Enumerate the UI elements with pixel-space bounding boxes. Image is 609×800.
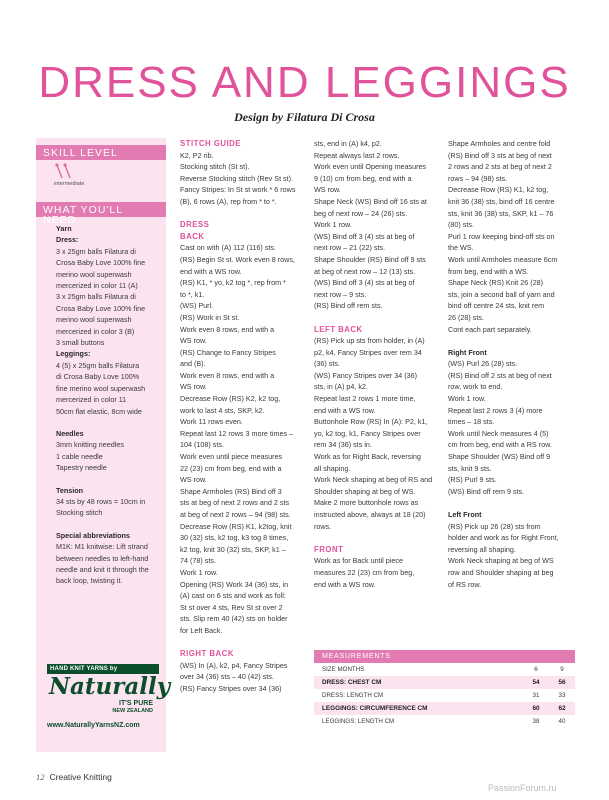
- text-line: (WS) Bind off 3 (4) sts at beg of: [314, 231, 415, 241]
- watermark: PassionForum.ru: [488, 783, 557, 793]
- text-line: Shape Shoulder (RS) Bind off 9 sts: [314, 254, 426, 264]
- naturally-yarns-ad[interactable]: [47, 664, 171, 746]
- text-line: (80) sts.: [448, 220, 474, 230]
- text-line: at beg of next 2 rows – 94 (98) sts.: [180, 510, 291, 519]
- measurement-value-small: 54: [532, 679, 540, 686]
- left-back-heading: LEFT BACK: [314, 324, 363, 334]
- left-back-instructions: [314, 335, 442, 532]
- measurements-table: [314, 650, 575, 728]
- text-line: mercerized in color 11 (A): [56, 281, 138, 291]
- text-line: Tapestry needle: [56, 463, 107, 473]
- text-line: Shape Neck (WS) Bind off 16 sts at: [314, 196, 427, 206]
- measurement-label: LEGGINGS: CIRCUMFERENCE CM: [322, 705, 428, 712]
- text-line: (WS) Fancy Stripes over 34 (36): [314, 370, 418, 380]
- knitting-needles-icon: [54, 163, 74, 179]
- text-line: Work even 8 rows, end with a: [180, 324, 275, 334]
- text-line: Work until Armholes measure 6cm: [448, 254, 558, 264]
- skill-level-box: [36, 160, 166, 202]
- text-line: sts, end in (A) k4, p2.: [314, 139, 382, 148]
- dress-yarn-label: Dress:: [56, 235, 79, 245]
- text-line: mercerized in color 11: [56, 395, 127, 405]
- what-you-need-heading: WHAT YOU'LL NEED: [36, 202, 166, 217]
- text-line: Stocking stitch (St st).: [180, 162, 250, 172]
- text-line: rem 34 (36) sts in.: [314, 440, 372, 450]
- text-line: (A) cast on 6 sts and work as foll:: [180, 591, 286, 601]
- text-line: Shape Armholes and centre fold: [448, 139, 551, 148]
- text-line: Shape Armholes (RS) Bind off 3: [180, 486, 282, 496]
- text-line: 104 (108) sts.: [180, 440, 224, 450]
- front-continued: [448, 138, 574, 335]
- text-line: sts. Slip rem 40 (42) sts on holder: [180, 614, 288, 624]
- text-line: (WS) In (A), k2, p4, Fancy Stripes: [180, 660, 288, 670]
- measurement-row: [314, 715, 575, 728]
- text-line: Make 2 more buttonhole rows as: [314, 498, 419, 508]
- text-line: 3 x 25gm balls Filatura di: [56, 292, 136, 302]
- text-line: St st over 4 sts, Rev St st over 2: [180, 602, 283, 612]
- text-line: sts, in (A) p4, k2.: [314, 382, 368, 392]
- measurement-value-small: 38: [532, 718, 540, 725]
- text-line: from beg, end with a WS.: [448, 266, 529, 276]
- text-line: (RS) Bind off 3 sts at beg of next: [448, 150, 552, 160]
- text-line: k2 tog, knit 30 (32) sts, SKP, k1 –: [180, 544, 286, 554]
- ad-website-link[interactable]: www.NaturallyYarnsNZ.com: [47, 722, 140, 729]
- ad-tagline-2: NEW ZEALAND: [112, 708, 153, 714]
- text-line: WS row.: [180, 382, 207, 392]
- text-line: Stocking stitch: [56, 508, 103, 518]
- abbreviations-text: [56, 541, 160, 587]
- text-line: next row – 21 (22) sts.: [314, 243, 386, 253]
- text-line: (WS) Purl 26 (28) sts.: [448, 359, 518, 369]
- text-line: beg of next row – 24 (26) sts.: [314, 208, 408, 218]
- text-line: cm from beg, end with a RS row.: [448, 440, 552, 450]
- right-front-heading: Right Front: [448, 347, 487, 357]
- text-line: end with a WS row.: [314, 405, 376, 415]
- right-back-continued: [314, 138, 442, 312]
- back-instructions: [180, 242, 308, 636]
- tension-text: [56, 496, 160, 519]
- text-line: Work Neck shaping at beg of WS: [448, 556, 554, 566]
- text-line: 4 (5) x 25gm balls Filatura: [56, 360, 140, 370]
- text-line: sts at beg of next 2 rows and 2 sts: [180, 498, 290, 508]
- needles-list: [56, 439, 160, 473]
- text-line: Purl 1 row keeping bind-off sts on: [448, 231, 555, 241]
- yarn-label: Yarn: [56, 224, 72, 233]
- text-line: Work as for Right Back, reversing: [314, 452, 421, 462]
- text-line: Cast on with (A) 112 (116) sts.: [180, 243, 277, 253]
- text-line: next row – 9 sts.: [314, 289, 367, 299]
- text-line: Shape Neck (RS) Knit 26 (28): [448, 278, 544, 288]
- text-line: Work 11 rows even.: [180, 417, 243, 427]
- text-line: 50cm flat elastic, 8cm wide: [56, 406, 142, 416]
- text-line: Work until Neck measures 4 (5): [448, 428, 549, 438]
- measurement-row: [314, 676, 575, 689]
- text-line: holder and work as for Right Front,: [448, 533, 559, 543]
- text-line: K2, P2 rib.: [180, 150, 214, 160]
- text-line: (RS) Bind off 2 sts at beg of next: [448, 370, 552, 380]
- text-line: Work even until Opening measures: [314, 162, 427, 172]
- text-line: WS row.: [180, 336, 207, 346]
- right-front-instructions: [448, 358, 574, 497]
- text-line: 1 cable needle: [56, 451, 103, 461]
- text-line: instructed above, always at 18 (20): [314, 510, 426, 519]
- back-heading: BACK: [180, 231, 205, 241]
- text-line: Work Neck shaping at beg of RS and: [314, 475, 433, 485]
- text-line: 3mm knitting needles: [56, 440, 124, 450]
- skill-level-label: intermediate: [54, 181, 85, 187]
- needles-label: Needles: [56, 428, 84, 438]
- abbreviations-label: Special abbreviations: [56, 530, 130, 540]
- text-line: Work 1 row.: [314, 220, 352, 230]
- measurement-value-large: 56: [558, 679, 566, 686]
- text-line: Repeat last 2 rows 3 (4) more: [448, 405, 543, 415]
- text-line: (36) sts.: [314, 359, 340, 369]
- measurement-value-large: 40: [558, 718, 566, 725]
- front-instructions: [314, 555, 442, 590]
- text-line: WS row.: [314, 185, 341, 195]
- text-line: 30 (32) sts, k2 tog, k3 tog 8 times,: [180, 533, 289, 543]
- leggings-yarn-list: [56, 360, 160, 417]
- text-line: yo, k2 tog, k1, Fancy Stripes over: [314, 428, 421, 438]
- text-line: Shoulder shaping at beg of WS.: [314, 486, 416, 496]
- text-line: rows.: [314, 521, 332, 531]
- text-line: between needles to left-hand: [56, 553, 149, 563]
- text-line: (RS) K1, * yo, k2 tog *, rep from *: [180, 278, 286, 288]
- text-line: (RS) Bind off rem sts.: [314, 301, 383, 311]
- text-line: 2 rows and 2 sts at beg of next 2: [448, 162, 552, 172]
- text-line: 3 small buttons: [56, 338, 105, 348]
- text-line: row and Shoulder shaping at beg: [448, 567, 554, 577]
- text-line: Shape Shoulder (WS) Bind off 9: [448, 452, 551, 462]
- stitch-guide-text: [180, 150, 308, 208]
- text-line: 3 x 25gm balls Filatura di: [56, 246, 136, 256]
- text-line: Cont each part separately.: [448, 324, 532, 334]
- text-line: fine merino wool superwash: [56, 383, 146, 393]
- magazine-name: Creative Knitting: [49, 772, 112, 782]
- measurement-value-large: 9: [560, 666, 564, 673]
- measurements-heading: MEASUREMENTS: [314, 650, 575, 663]
- measurement-row: [314, 689, 575, 702]
- text-line: (RS) Fancy Stripes over 34 (36): [180, 683, 282, 693]
- materials-list: [36, 217, 166, 587]
- text-line: all shaping.: [314, 463, 351, 473]
- measurement-value-small: 6: [534, 666, 538, 673]
- left-front-heading: Left Front: [448, 510, 482, 519]
- measurement-value-large: 62: [558, 705, 566, 712]
- measurement-row: [314, 663, 575, 676]
- page-number: 12: [36, 772, 45, 782]
- text-line: (WS) Purl.: [180, 301, 214, 311]
- text-line: Repeat last 12 rows 3 more times –: [180, 428, 294, 438]
- instructions-column-1: [180, 138, 308, 695]
- measurement-label: SIZE MONTHS: [322, 666, 365, 673]
- text-line: Decrease Row (RS) K1, k2tog, knit: [180, 521, 292, 531]
- text-line: Work 1 row.: [448, 394, 486, 404]
- text-line: 34 sts by 48 rows = 10cm in: [56, 496, 146, 506]
- text-line: of RS row.: [448, 579, 482, 589]
- text-line: (RS) Work in St st.: [180, 312, 240, 322]
- text-line: (RS) Purl 9 sts.: [448, 475, 497, 485]
- text-line: p2, k4, Fancy Stripes over rem 34: [314, 347, 422, 357]
- text-line: Reverse Stocking stitch (Rev St st).: [180, 173, 294, 183]
- tension-label: Tension: [56, 485, 84, 495]
- leggings-yarn-label: Leggings:: [56, 349, 91, 359]
- text-line: over 34 (36) sts – 40 (42) sts.: [180, 672, 274, 682]
- measurement-label: LEGGINGS: LENGTH CM: [322, 718, 395, 725]
- text-line: bind off centre 24 sts, knit rem: [448, 301, 545, 311]
- text-line: Work even 8 rows, end with a: [180, 370, 275, 380]
- text-line: di Crosa Baby Love 100%: [56, 372, 140, 382]
- dress-yarn-list: [56, 246, 160, 349]
- text-line: (RS) Pick up 26 (28) sts from: [448, 521, 541, 531]
- instructions-column-2: [314, 138, 442, 590]
- text-line: sts, join a second ball of yarn and: [448, 289, 555, 299]
- text-line: Buttonhole Row (RS) In (A): P2, k1,: [314, 417, 428, 427]
- measurement-value-large: 33: [558, 692, 566, 699]
- page-title: DRESS AND LEGGINGS: [38, 58, 571, 107]
- text-line: Opening (RS) Work 34 (36) sts, in: [180, 579, 289, 589]
- text-line: Work even until piece measures: [180, 452, 283, 462]
- measurement-row: [314, 702, 575, 715]
- text-line: and (B).: [180, 359, 206, 369]
- materials-sidebar: [36, 138, 171, 752]
- measurement-value-small: 31: [532, 692, 540, 699]
- text-line: work to last 4 sts, SKP, k2.: [180, 405, 265, 415]
- text-line: back loop, twisting it.: [56, 576, 123, 586]
- dress-heading: DRESS: [180, 220, 210, 230]
- page-footer: [36, 772, 112, 782]
- text-line: (RS) Change to Fancy Stripes: [180, 347, 276, 357]
- text-line: 26 (28) sts.: [448, 312, 484, 322]
- text-line: Work 1 row.: [180, 567, 218, 577]
- text-line: 22 (23) cm from beg, end with a: [180, 463, 282, 473]
- right-back-instructions: [180, 660, 308, 695]
- text-line: measures 22 (23) cm from beg,: [314, 567, 415, 577]
- text-line: reversing all shaping.: [448, 544, 516, 554]
- instructions-column-3: [448, 138, 574, 590]
- text-line: M1K: M1 knitwise: Lift strand: [56, 542, 148, 552]
- text-line: (WS) Bind off 3 (4) sts at beg of: [314, 278, 415, 288]
- text-line: rows – 94 (98) sts.: [448, 173, 508, 183]
- text-line: Crosa Baby Love 100% fine: [56, 258, 146, 268]
- text-line: merino wool superwash: [56, 315, 132, 325]
- text-line: WS row.: [180, 475, 207, 485]
- text-line: knit 36 (38) sts, bind off 16 centre: [448, 196, 555, 206]
- right-back-heading: RIGHT BACK: [180, 649, 234, 659]
- text-line: times – 18 sts.: [448, 417, 495, 427]
- text-line: Decrease Row (RS) K2, k2 tog,: [180, 394, 281, 404]
- skill-level-heading: SKILL LEVEL: [36, 145, 166, 160]
- text-line: Decrease Row (RS) K1, k2 tog,: [448, 185, 549, 195]
- text-line: to *, k1.: [180, 289, 205, 299]
- text-line: (RS) Pick up sts from holder, in (A): [314, 336, 425, 346]
- text-line: merino wool superwash: [56, 269, 132, 279]
- designer-byline: Design by Filatura Di Crosa: [234, 110, 375, 124]
- front-heading: FRONT: [314, 544, 344, 554]
- text-line: end with a WS row.: [180, 266, 242, 276]
- text-line: Crosa Baby Love 100% fine: [56, 303, 146, 313]
- text-line: Repeat last 2 rows 1 more time,: [314, 394, 416, 404]
- text-line: mercerized in color 3 (B): [56, 326, 135, 336]
- text-line: sts, knit 36 (38) sts, SKP, k1 – 76: [448, 208, 554, 218]
- text-line: the WS.: [448, 243, 474, 253]
- stitch-guide-heading: STITCH GUIDE: [180, 139, 242, 148]
- text-line: (RS) Begin St st. Work even 8 rows,: [180, 254, 295, 264]
- ad-tagline-1: IT'S PURE: [119, 700, 153, 707]
- text-line: Repeat always last 2 rows.: [314, 150, 400, 160]
- measurement-value-small: 60: [532, 705, 540, 712]
- text-line: sts, knit 9 sts.: [448, 463, 492, 473]
- text-line: end with a WS row.: [314, 579, 376, 589]
- text-line: 9 (10) cm from beg, end with a: [314, 173, 412, 183]
- text-line: row, work to end.: [448, 382, 503, 392]
- text-line: Fancy Stripes: In St st work * 6 rows: [180, 185, 296, 195]
- text-line: 74 (78) sts.: [180, 556, 216, 566]
- text-line: (B), 6 rows (A), rep from * to *.: [180, 196, 277, 206]
- text-line: at beg of next row – 12 (13) sts.: [314, 266, 416, 276]
- text-line: for Left Back.: [180, 625, 223, 635]
- left-front-instructions: [448, 521, 574, 591]
- text-line: Work as for Back until piece: [314, 556, 403, 566]
- text-line: needle and knit it through the: [56, 564, 149, 574]
- measurement-label: DRESS: LENGTH CM: [322, 692, 384, 699]
- ad-band-text: HAND KNIT YARNS by: [47, 664, 159, 674]
- text-line: (WS) Bind off rem 9 sts.: [448, 486, 525, 496]
- measurement-label: DRESS: CHEST CM: [322, 679, 382, 686]
- naturally-logo: Naturally: [49, 673, 171, 700]
